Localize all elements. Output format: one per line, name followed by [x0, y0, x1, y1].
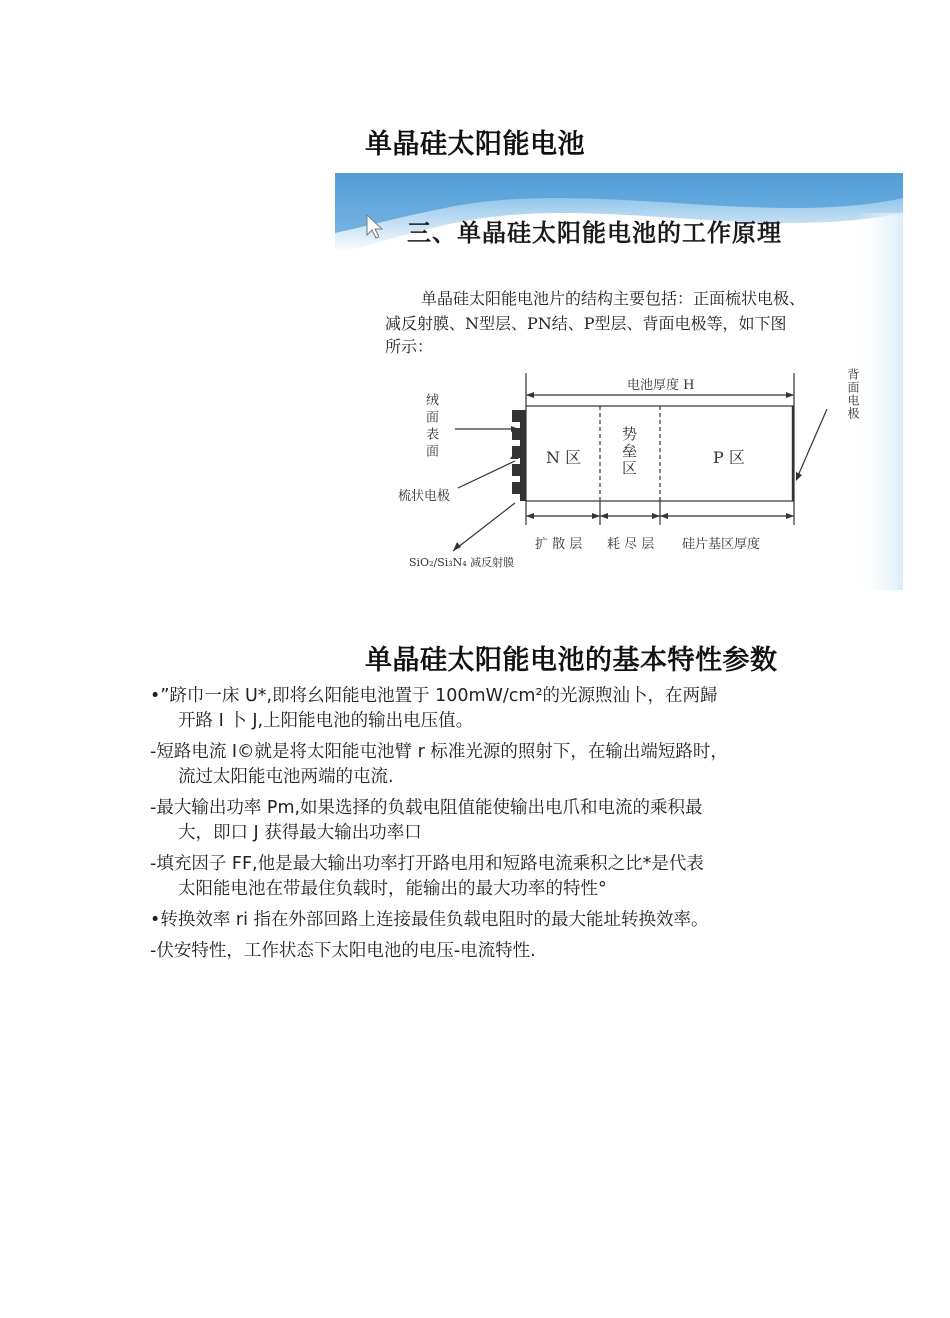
- section-title: 单晶硅太阳能电池的基本特性参数: [365, 645, 778, 676]
- p-region-label: P 区: [713, 448, 745, 467]
- item-text-continued: 大，即口 J 获得最大输出功率口: [178, 823, 422, 843]
- bullet-marker: -: [150, 742, 157, 762]
- bullet-marker: -: [150, 798, 157, 818]
- bullet-marker: -: [150, 941, 157, 961]
- list-item: [150, 684, 850, 734]
- list-item: [150, 939, 850, 964]
- item-text-continued: 流过太阳能屯池两端的屯流.: [178, 767, 394, 787]
- item-text: 最大输出功率 Pm,如果选择的负载电阻值能使输出电爪和电流的乘积最: [156, 798, 703, 818]
- textured-surface-label: 绒面表面: [423, 393, 438, 461]
- item-text: ”跻巾一床 U*,即将幺阳能电池置于 100mW/cm²的光源煦汕卜，在两歸: [160, 686, 718, 706]
- bullet-marker: •: [150, 686, 161, 706]
- item-text: 填充因子 FF,他是最大输出功率打开路电用和短路电流乘积之比*是代表: [156, 854, 704, 874]
- antireflection-film-label: SiO₂/Si₃N₄ 减反射膜: [409, 556, 515, 569]
- base-thickness-label: 硅片基区厚度: [682, 537, 761, 552]
- barrier-region-label: 势垒区: [620, 426, 638, 477]
- bullet-marker: -: [150, 854, 157, 874]
- slide-paragraph-line: 单晶硅太阳能电池片的结构主要包括：正面梳状电极、: [421, 289, 806, 308]
- depletion-layer-label: 耗 尽 层: [607, 537, 655, 552]
- list-item: [150, 908, 850, 933]
- item-text-continued: 开路 I 卜 J,上阳能电池的输出电压值。: [178, 711, 474, 731]
- page-title: 单晶硅太阳能电池: [365, 129, 585, 160]
- list-item: [150, 740, 850, 790]
- comb-electrode-label: 梳状电极: [398, 489, 451, 504]
- item-text-continued: 太阳能电池在带最住负载时，能输出的最大功率的特性°: [178, 879, 607, 899]
- n-region-label: N 区: [546, 448, 582, 467]
- cell-thickness-label: 电池厚度 H: [627, 378, 695, 393]
- item-text: 伏安特性，工作状态下太阳电池的电压-电流特性.: [156, 941, 536, 961]
- item-text: 短路电流 I©就是将太阳能屯池臂 r 标准光源的照射下，在输出端短路时，: [156, 742, 728, 762]
- back-electrode-label: 背面电极: [846, 368, 860, 420]
- list-item: [150, 852, 850, 902]
- slide-paragraph-line: 减反射膜、N型层、PN结、P型层、背面电极等，如下图: [385, 314, 787, 333]
- slide-image: [335, 173, 903, 590]
- item-text: 转换效率 ri 指在外部回路上连接最佳负载电阻时的最大能址转换效率。: [160, 910, 709, 930]
- parameter-list: [150, 684, 850, 970]
- list-item: [150, 796, 850, 846]
- slide-paragraph-line: 所示：: [385, 337, 434, 356]
- bullet-marker: •: [150, 910, 161, 930]
- slide-heading: 三、单晶硅太阳能电池的工作原理: [407, 218, 782, 247]
- diffusion-layer-label: 扩 散 层: [535, 537, 583, 552]
